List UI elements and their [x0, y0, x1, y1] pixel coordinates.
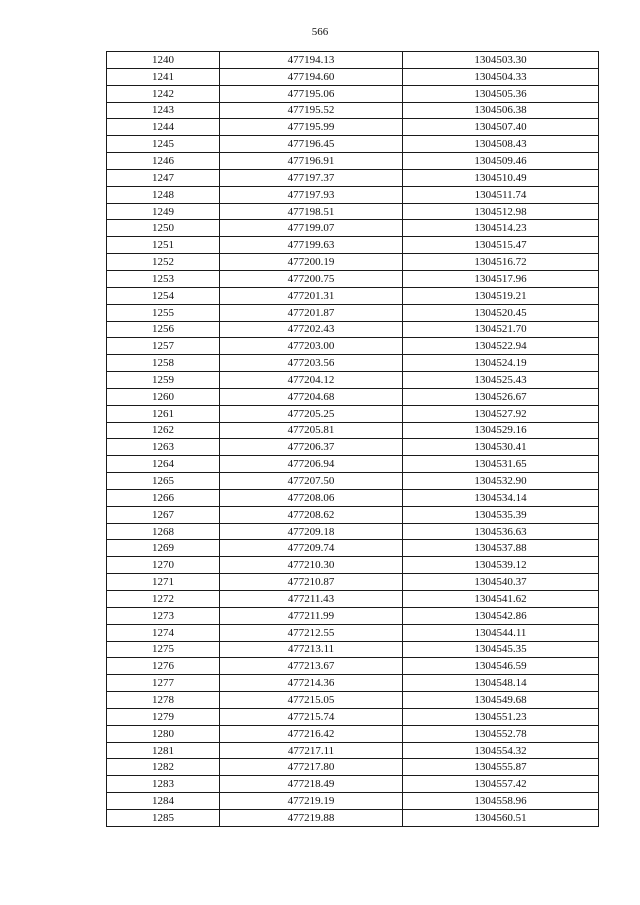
- point-number-cell: 1281: [107, 742, 220, 759]
- y-coordinate-cell: 1304525.43: [403, 372, 599, 389]
- point-number-cell: 1249: [107, 203, 220, 220]
- x-coordinate-cell: 477212.55: [220, 624, 403, 641]
- table-row: [107, 759, 599, 776]
- x-coordinate-cell: 477200.19: [220, 254, 403, 271]
- x-coordinate-cell: 477209.18: [220, 523, 403, 540]
- x-coordinate-cell: 477195.99: [220, 119, 403, 136]
- y-coordinate-cell: 1304540.37: [403, 574, 599, 591]
- table-row: [107, 237, 599, 254]
- point-number-cell: 1254: [107, 287, 220, 304]
- table-row: [107, 287, 599, 304]
- x-coordinate-cell: 477194.60: [220, 68, 403, 85]
- table-row: [107, 102, 599, 119]
- point-number-cell: 1269: [107, 540, 220, 557]
- x-coordinate-cell: 477203.56: [220, 355, 403, 372]
- table-row: [107, 473, 599, 490]
- table-row: [107, 136, 599, 153]
- page-number: 566: [311, 26, 329, 38]
- x-coordinate-cell: 477210.87: [220, 574, 403, 591]
- y-coordinate-cell: 1304545.35: [403, 641, 599, 658]
- x-coordinate-cell: 477195.52: [220, 102, 403, 119]
- x-coordinate-cell: 477209.74: [220, 540, 403, 557]
- point-number-cell: 1265: [107, 473, 220, 490]
- point-number-cell: 1251: [107, 237, 220, 254]
- x-coordinate-cell: 477206.37: [220, 439, 403, 456]
- table-row: [107, 658, 599, 675]
- point-number-cell: 1264: [107, 456, 220, 473]
- point-number-cell: 1277: [107, 675, 220, 692]
- point-number-cell: 1245: [107, 136, 220, 153]
- x-coordinate-cell: 477211.43: [220, 591, 403, 608]
- y-coordinate-cell: 1304534.14: [403, 489, 599, 506]
- x-coordinate-cell: 477206.94: [220, 456, 403, 473]
- y-coordinate-cell: 1304557.42: [403, 776, 599, 793]
- point-number-cell: 1273: [107, 607, 220, 624]
- y-coordinate-cell: 1304548.14: [403, 675, 599, 692]
- point-number-cell: 1246: [107, 153, 220, 170]
- table-row: [107, 776, 599, 793]
- y-coordinate-cell: 1304505.36: [403, 85, 599, 102]
- x-coordinate-cell: 477197.37: [220, 169, 403, 186]
- y-coordinate-cell: 1304506.38: [403, 102, 599, 119]
- x-coordinate-cell: 477196.45: [220, 136, 403, 153]
- point-number-cell: 1258: [107, 355, 220, 372]
- point-number-cell: 1248: [107, 186, 220, 203]
- x-coordinate-cell: 477203.00: [220, 338, 403, 355]
- point-number-cell: 1240: [107, 52, 220, 69]
- point-number-cell: 1260: [107, 388, 220, 405]
- table-row: [107, 153, 599, 170]
- point-number-cell: 1244: [107, 119, 220, 136]
- y-coordinate-cell: 1304555.87: [403, 759, 599, 776]
- table-row: [107, 68, 599, 85]
- table-row: [107, 372, 599, 389]
- x-coordinate-cell: 477201.87: [220, 304, 403, 321]
- y-coordinate-cell: 1304507.40: [403, 119, 599, 136]
- y-coordinate-cell: 1304510.49: [403, 169, 599, 186]
- y-coordinate-cell: 1304514.23: [403, 220, 599, 237]
- table-row: [107, 692, 599, 709]
- y-coordinate-cell: 1304515.47: [403, 237, 599, 254]
- point-number-cell: 1247: [107, 169, 220, 186]
- coordinates-table-body: [107, 52, 599, 827]
- table-row: [107, 540, 599, 557]
- x-coordinate-cell: 477215.74: [220, 708, 403, 725]
- y-coordinate-cell: 1304504.33: [403, 68, 599, 85]
- table-row: [107, 321, 599, 338]
- table-row: [107, 338, 599, 355]
- y-coordinate-cell: 1304516.72: [403, 254, 599, 271]
- table-row: [107, 405, 599, 422]
- coordinates-table: [106, 51, 599, 827]
- y-coordinate-cell: 1304503.30: [403, 52, 599, 69]
- y-coordinate-cell: 1304509.46: [403, 153, 599, 170]
- y-coordinate-cell: 1304554.32: [403, 742, 599, 759]
- x-coordinate-cell: 477218.49: [220, 776, 403, 793]
- x-coordinate-cell: 477217.11: [220, 742, 403, 759]
- table-row: [107, 169, 599, 186]
- y-coordinate-cell: 1304511.74: [403, 186, 599, 203]
- x-coordinate-cell: 477216.42: [220, 725, 403, 742]
- y-coordinate-cell: 1304532.90: [403, 473, 599, 490]
- table-row: [107, 270, 599, 287]
- table-row: [107, 793, 599, 810]
- x-coordinate-cell: 477199.63: [220, 237, 403, 254]
- point-number-cell: 1276: [107, 658, 220, 675]
- point-number-cell: 1284: [107, 793, 220, 810]
- table-row: [107, 388, 599, 405]
- table-row: [107, 725, 599, 742]
- x-coordinate-cell: 477208.06: [220, 489, 403, 506]
- y-coordinate-cell: 1304508.43: [403, 136, 599, 153]
- y-coordinate-cell: 1304521.70: [403, 321, 599, 338]
- y-coordinate-cell: 1304517.96: [403, 270, 599, 287]
- table-row: [107, 607, 599, 624]
- x-coordinate-cell: 477215.05: [220, 692, 403, 709]
- point-number-cell: 1270: [107, 557, 220, 574]
- x-coordinate-cell: 477195.06: [220, 85, 403, 102]
- table-row: [107, 574, 599, 591]
- point-number-cell: 1278: [107, 692, 220, 709]
- table-row: [107, 557, 599, 574]
- point-number-cell: 1271: [107, 574, 220, 591]
- x-coordinate-cell: 477199.07: [220, 220, 403, 237]
- point-number-cell: 1274: [107, 624, 220, 641]
- x-coordinate-cell: 477205.25: [220, 405, 403, 422]
- point-number-cell: 1243: [107, 102, 220, 119]
- y-coordinate-cell: 1304549.68: [403, 692, 599, 709]
- y-coordinate-cell: 1304552.78: [403, 725, 599, 742]
- y-coordinate-cell: 1304520.45: [403, 304, 599, 321]
- x-coordinate-cell: 477204.12: [220, 372, 403, 389]
- y-coordinate-cell: 1304542.86: [403, 607, 599, 624]
- y-coordinate-cell: 1304512.98: [403, 203, 599, 220]
- point-number-cell: 1283: [107, 776, 220, 793]
- point-number-cell: 1261: [107, 405, 220, 422]
- table-row: [107, 675, 599, 692]
- x-coordinate-cell: 477200.75: [220, 270, 403, 287]
- y-coordinate-cell: 1304526.67: [403, 388, 599, 405]
- y-coordinate-cell: 1304527.92: [403, 405, 599, 422]
- point-number-cell: 1259: [107, 372, 220, 389]
- point-number-cell: 1279: [107, 708, 220, 725]
- point-number-cell: 1256: [107, 321, 220, 338]
- y-coordinate-cell: 1304535.39: [403, 506, 599, 523]
- point-number-cell: 1241: [107, 68, 220, 85]
- point-number-cell: 1242: [107, 85, 220, 102]
- x-coordinate-cell: 477210.30: [220, 557, 403, 574]
- y-coordinate-cell: 1304522.94: [403, 338, 599, 355]
- x-coordinate-cell: 477201.31: [220, 287, 403, 304]
- table-row: [107, 489, 599, 506]
- y-coordinate-cell: 1304524.19: [403, 355, 599, 372]
- point-number-cell: 1253: [107, 270, 220, 287]
- table-row: [107, 708, 599, 725]
- x-coordinate-cell: 477196.91: [220, 153, 403, 170]
- y-coordinate-cell: 1304531.65: [403, 456, 599, 473]
- x-coordinate-cell: 477204.68: [220, 388, 403, 405]
- table-row: [107, 523, 599, 540]
- table-row: [107, 809, 599, 826]
- x-coordinate-cell: 477211.99: [220, 607, 403, 624]
- point-number-cell: 1250: [107, 220, 220, 237]
- table-row: [107, 591, 599, 608]
- table-row: [107, 506, 599, 523]
- table-row: [107, 439, 599, 456]
- point-number-cell: 1266: [107, 489, 220, 506]
- table-row: [107, 422, 599, 439]
- y-coordinate-cell: 1304536.63: [403, 523, 599, 540]
- x-coordinate-cell: 477202.43: [220, 321, 403, 338]
- table-row: [107, 52, 599, 69]
- x-coordinate-cell: 477214.36: [220, 675, 403, 692]
- x-coordinate-cell: 477208.62: [220, 506, 403, 523]
- table-row: [107, 742, 599, 759]
- table-row: [107, 624, 599, 641]
- x-coordinate-cell: 477213.67: [220, 658, 403, 675]
- y-coordinate-cell: 1304537.88: [403, 540, 599, 557]
- x-coordinate-cell: 477194.13: [220, 52, 403, 69]
- point-number-cell: 1262: [107, 422, 220, 439]
- y-coordinate-cell: 1304546.59: [403, 658, 599, 675]
- y-coordinate-cell: 1304544.11: [403, 624, 599, 641]
- table-row: [107, 203, 599, 220]
- y-coordinate-cell: 1304519.21: [403, 287, 599, 304]
- point-number-cell: 1263: [107, 439, 220, 456]
- point-number-cell: 1275: [107, 641, 220, 658]
- point-number-cell: 1282: [107, 759, 220, 776]
- y-coordinate-cell: 1304560.51: [403, 809, 599, 826]
- x-coordinate-cell: 477213.11: [220, 641, 403, 658]
- x-coordinate-cell: 477198.51: [220, 203, 403, 220]
- table-row: [107, 85, 599, 102]
- point-number-cell: 1252: [107, 254, 220, 271]
- point-number-cell: 1268: [107, 523, 220, 540]
- x-coordinate-cell: 477207.50: [220, 473, 403, 490]
- point-number-cell: 1267: [107, 506, 220, 523]
- point-number-cell: 1255: [107, 304, 220, 321]
- table-row: [107, 641, 599, 658]
- point-number-cell: 1272: [107, 591, 220, 608]
- x-coordinate-cell: 477219.19: [220, 793, 403, 810]
- table-row: [107, 355, 599, 372]
- table-row: [107, 456, 599, 473]
- y-coordinate-cell: 1304558.96: [403, 793, 599, 810]
- x-coordinate-cell: 477219.88: [220, 809, 403, 826]
- x-coordinate-cell: 477205.81: [220, 422, 403, 439]
- point-number-cell: 1257: [107, 338, 220, 355]
- table-row: [107, 220, 599, 237]
- table-row: [107, 254, 599, 271]
- y-coordinate-cell: 1304539.12: [403, 557, 599, 574]
- y-coordinate-cell: 1304541.62: [403, 591, 599, 608]
- y-coordinate-cell: 1304551.23: [403, 708, 599, 725]
- y-coordinate-cell: 1304529.16: [403, 422, 599, 439]
- table-row: [107, 119, 599, 136]
- table-row: [107, 304, 599, 321]
- point-number-cell: 1280: [107, 725, 220, 742]
- x-coordinate-cell: 477217.80: [220, 759, 403, 776]
- point-number-cell: 1285: [107, 809, 220, 826]
- x-coordinate-cell: 477197.93: [220, 186, 403, 203]
- table-row: [107, 186, 599, 203]
- y-coordinate-cell: 1304530.41: [403, 439, 599, 456]
